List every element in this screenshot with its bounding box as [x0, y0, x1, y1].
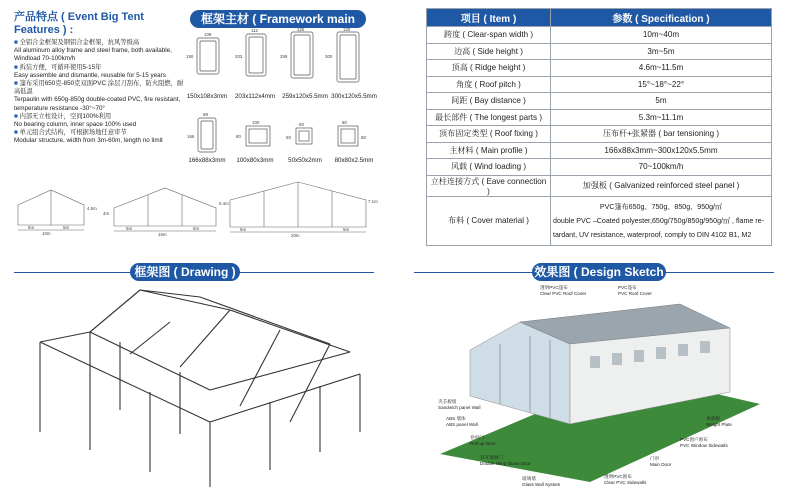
dim-label: 50	[286, 135, 291, 140]
dim-label: 166	[187, 134, 195, 139]
spec-col-spec: 参数 ( Specification )	[551, 9, 772, 27]
spec-key: 最长部件 ( The longest parts )	[427, 109, 551, 126]
features-list	[14, 39, 184, 146]
feature-item: ■ 篷布采用650克-850克双面PVC 涂层刀刮布，防火阻燃，耐 高低温 Terpaulin with 650g-850g double-coated PVC, fire resistant, temperature resistance -30°~70°	[14, 80, 184, 112]
spec-value: 4.6m~11.5m	[551, 60, 772, 77]
spec-key: 跨度 ( Clear-span width )	[427, 27, 551, 44]
elev-span: 5m	[343, 227, 350, 232]
profile-label: 203x112x4mm	[234, 93, 276, 100]
spec-value: 166x88x3mm~300x120x5.5mm	[551, 142, 772, 159]
dim-label: 100	[252, 120, 260, 125]
spec-key: 布料 ( Cover material )	[427, 196, 551, 245]
profile-label: 150x108x3mm	[186, 93, 228, 100]
callout: PVC篷布 PVC Roof Cover	[618, 285, 652, 296]
callout: 门帘 Main Door	[650, 456, 672, 467]
profile-label: 80x80x2.5mm	[334, 157, 374, 164]
profile-label: 300x120x5.5mm	[331, 93, 377, 100]
dim-label: 150	[186, 54, 194, 59]
spec-row	[427, 126, 772, 143]
dim-label: 112	[251, 28, 258, 33]
feature-item: ■ 全铝合金框架及钢铝合金框架，抗风等级高 All aluminum alloy frame and steel frame, both available, Windload 70-100km/h	[14, 39, 172, 63]
cover-line: double PVC –Coated polyester,650g/750g/850g/950g/㎡ , flame re-	[553, 216, 764, 225]
spec-row	[427, 142, 772, 159]
profile-label: 259x120x5.5mm	[282, 93, 328, 100]
spec-row	[427, 93, 772, 110]
callout: 双开玻璃门 Double Wing Glass Door	[480, 455, 531, 466]
elev-eave: 4m	[103, 211, 110, 216]
features-section	[14, 8, 184, 146]
elev-span: 5m	[126, 226, 133, 231]
spec-value: 15°~18°~22°	[551, 76, 772, 93]
spec-key: 顶布固定类型 ( Roof fixing )	[427, 126, 551, 143]
spec-header	[427, 9, 772, 27]
spec-key: 风载 ( Wind loading )	[427, 159, 551, 176]
spec-row	[427, 27, 772, 44]
spec-key: 角度 ( Roof pitch )	[427, 76, 551, 93]
spec-value: 加强板 ( Galvanized reinforced steel panel )	[551, 175, 772, 196]
spec-value: 5.3m~11.1m	[551, 109, 772, 126]
spec-table	[426, 8, 772, 246]
spec-value: 10m~40m	[551, 27, 772, 44]
elev-ridge: 7.1m	[368, 199, 378, 204]
elev-span: 5m	[28, 225, 35, 230]
spec-row	[427, 43, 772, 60]
elev-span: 5m	[193, 226, 200, 231]
callout: ABS 墙体 ABS panel Wall	[446, 416, 478, 427]
dim-label: 80	[236, 134, 241, 139]
feature-item: ■ 单元组合式结构，可根据场地任意审节 Modular structure, width from 3m-60m, length no limit	[14, 129, 163, 145]
spec-col-item: 项目 ( Item )	[427, 9, 551, 27]
elev-width: 15m	[158, 232, 167, 237]
callout: 夹芯板墙 Sandwich panel Wall	[438, 399, 481, 410]
callout: 透明PVC围布 Clear PVC Sidewalls	[604, 474, 647, 485]
spec-key: 边高 ( Side height )	[427, 43, 551, 60]
dim-label: 80	[342, 120, 347, 125]
profile-label: 50x50x2mm	[288, 157, 322, 164]
feature-item: ■ 内部无立柱设计，空间100%利用 No bearing column, inner space 100% used	[14, 112, 137, 129]
spec-key: 主材料 ( Main profile )	[427, 142, 551, 159]
callout: 玻璃墙 Glass Wall System	[522, 476, 561, 487]
elev-span: 5m	[63, 225, 70, 230]
features-title: 产品特点 ( Event Big Tent Features ) :	[14, 11, 144, 36]
spec-row	[427, 175, 772, 196]
elev-ridge: 6.4m	[219, 201, 229, 206]
spec-key: 立柱连接方式 ( Eave connection )	[427, 175, 551, 196]
dim-label: 108	[204, 32, 212, 37]
dim-label: 88	[203, 112, 208, 117]
tent-elevations	[8, 180, 388, 242]
elev-eave: 4.6m	[87, 206, 97, 211]
spec-row	[427, 76, 772, 93]
spec-value-cover	[551, 196, 772, 245]
dim-label: 80	[361, 135, 366, 140]
callout: 透明PVC篷布 Clear PVC Roof Cover	[540, 285, 587, 296]
dim-label: 300	[325, 54, 333, 59]
dim-label: 203	[235, 54, 243, 59]
spec-key: 间距 ( Bay distance )	[427, 93, 551, 110]
callout: PVC窗户围布 PVC Window Sidewalls	[680, 437, 728, 448]
spec-row	[427, 60, 772, 77]
dim-label: 120	[297, 28, 305, 32]
spec-value: 3m~5m	[551, 43, 772, 60]
spec-key: 顶高 ( Ridge height )	[427, 60, 551, 77]
feature-item: ■ 拆装方便，可循环使用5-15年 Easy assemble and dismantle, reusable for 5-15 years	[14, 63, 166, 79]
spec-row	[427, 109, 772, 126]
dim-label: 120	[343, 28, 351, 32]
spec-row-cover	[427, 196, 772, 245]
cover-line: PVC篷布650g、750g、850g、950g/㎡	[599, 202, 723, 211]
dim-label: 259	[280, 54, 288, 59]
dim-label: 50	[299, 122, 304, 127]
elev-width: 20m	[291, 233, 300, 238]
spec-value: 压布杆+张紧器 ( bar tensioning )	[551, 126, 772, 143]
elev-span: 5m	[240, 227, 247, 232]
sketch-title: 效果图 ( Design Sketch )	[532, 263, 666, 281]
profile-title: 框架主材 ( Framework main profile )	[190, 10, 366, 28]
callout: 卷帘门 Roll-up Door	[470, 435, 496, 446]
callout: 承重板 Weight Plate	[706, 416, 732, 427]
spec-value: 70~100km/h	[551, 159, 772, 176]
profile-label: 166x88x3mm	[188, 157, 226, 164]
elev-width: 10m	[42, 231, 51, 236]
profile-label: 100x80x3mm	[236, 157, 274, 164]
spec-value: 5m	[551, 93, 772, 110]
cover-line: tardant, UV resistance, waterproof, comply to DIN 4102 B1, M2	[553, 230, 752, 239]
frame-drawing	[30, 282, 370, 492]
drawing-title: 框架图 ( Drawing )	[130, 263, 240, 281]
spec-row	[427, 159, 772, 176]
